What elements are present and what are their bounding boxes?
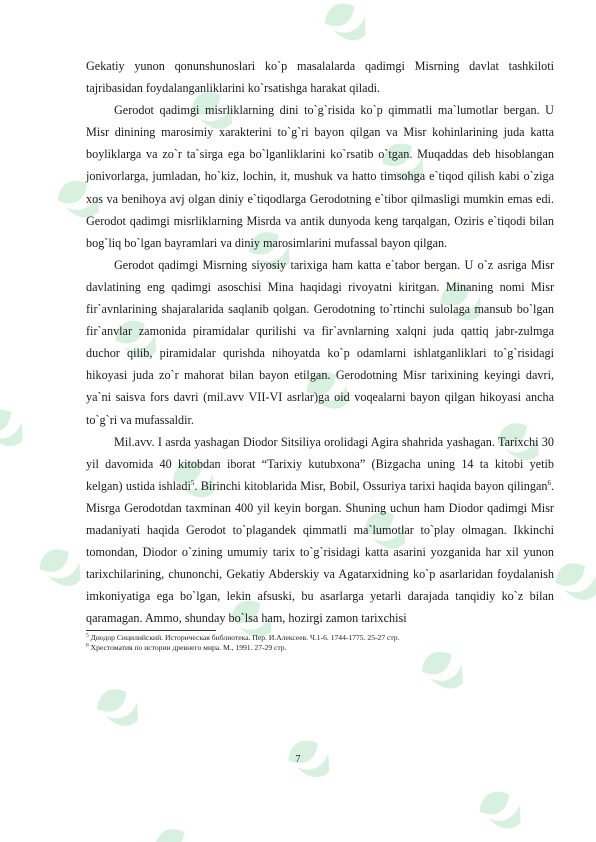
footnote-number: 6 bbox=[86, 642, 89, 649]
body-text bbox=[86, 55, 554, 629]
footnotes bbox=[86, 633, 554, 652]
footnote-number: 5 bbox=[86, 632, 89, 639]
paragraph-text: Gerodot qadimgi misrliklarning dini to`g`risida ko`p qimmatli ma`lumotlar bergan. U Misr dinining marosimiy xarakterini to`g`ri bayon qilgan va Misr kohinlarining juda katta boyliklarga va zo`r ta`sirga ega bo`lganliklarini ko`rsatib o`tgan. Muqaddas deb hisoblangan jonivorlarga, jumladan, ho`kiz, lochin, it, mushuk va hatto timsohga e`tiqod qilish kabi o`ziga xos va benihoya avj olgan diniy e`tiqodlarga Gerodotning e`tibor qilmasligi mumkin emas edi. Gerodot qadimgi misrliklarning Misrda va antik dunyoda keng tarqalgan, Oziris e`tiqodi bilan bog`liq bo`lgan bayramlari va diniy marosimlarini mufassal bayon qilgan. bbox=[86, 103, 554, 250]
paragraph bbox=[86, 431, 554, 630]
footnote bbox=[86, 633, 554, 643]
paragraph bbox=[86, 254, 554, 431]
footnote-text: Хрестоматия по истории древнего мира. М., 1991. 27-29 стр. bbox=[88, 643, 287, 653]
footnote bbox=[86, 643, 554, 653]
page-content bbox=[86, 55, 554, 653]
footnote-divider bbox=[86, 630, 216, 631]
paragraph-text: . Misrga Gerodotdan taxminan 400 yil keyin borgan. Shuning uchun ham Diodor qadimgi Misr madaniyati haqida Gerodot to`plagandek qimmatli ma`lumotlar to`play olmagan. Ikkinchi tomondan, Diodor o`zining umumiy tarix to`g`risidagi katta asarini yozganida har xil yunon tarixchilarining, chunonchi, Gekatiy Abderskiy va Agatarxidning ko`p asarlaridan foydalanish imkoniyatiga ega bo`lgan, lekin afsuski, bu asarlarga yetarli darajada tanqidiy ko`z bilan qaramagan. Ammo, shunday bo`lsa ham, hozirgi zamon tarixchisi bbox=[86, 478, 554, 626]
paragraph-text: Gerodot qadimgi Misrning siyosiy tarixiga ham katta e`tabor bergan. U o`z asriga Misr davlatining eng qadimgi asoschisi Mina haqidagi rivoyatni kiritgan. Minaning nomi Misr fir`avnlarining shajaralarida saqlanib qolgan. Gerodotning to`rtinchi sulolaga mansub bo`lgan fir`anvlar zamonida piramidalar qurilishi va fir`avnlarning xalqni juda qattiq jabr-zulmga duchor qilib, piramidalar qurishda nihoyatda ko`p odamlarni ishlatganliklari to`g`risidagi hikoyasi juda zo`r mahorat bilan bayon etilgan. Gerodotning Misr tarixining keyingi davri, ya`ni saisva fors davri (mil.avv VII-VI asrlar)ga oid voqealarni bayon qilgan hikoyasi ancha to`g`ri va mufassaldir. bbox=[86, 257, 554, 427]
footnote-reference[interactable]: 6 bbox=[547, 478, 551, 487]
paragraph bbox=[86, 55, 554, 99]
paragraph-text: . Birinchi kitoblarida Misr, Bobil, Ossuriya tarixi haqida bayon qilingan bbox=[194, 478, 548, 493]
footnote-reference[interactable]: 5 bbox=[190, 478, 195, 487]
footnote-text: Диодор Сицилийский. Историческая библиотека. Пер. И.Алексеев. Ч.1-6. 1744-1775. 25-27 стр. bbox=[88, 633, 400, 643]
paragraph-text: Mil.avv. I asrda yashagan Diodor Sitsiliya orolidagi Agira shahrida yashagan. Tarixchi 30 yil davomida 40 kitobdan iborat “Tarixiy kutubxona” (Bizgacha uning 14 ta kitobi yetib kelgan) ustida ishladi bbox=[86, 434, 554, 493]
paragraph bbox=[86, 99, 554, 254]
page-number: 7 bbox=[295, 754, 301, 765]
paragraph-text: Gekatiy yunon qonunshunoslari ko`p masalalarda qadimgi Misrning davlat tashkiloti tajribasidan foydalanganliklarini ko`rsatishga harakat qiladi. bbox=[86, 59, 554, 96]
